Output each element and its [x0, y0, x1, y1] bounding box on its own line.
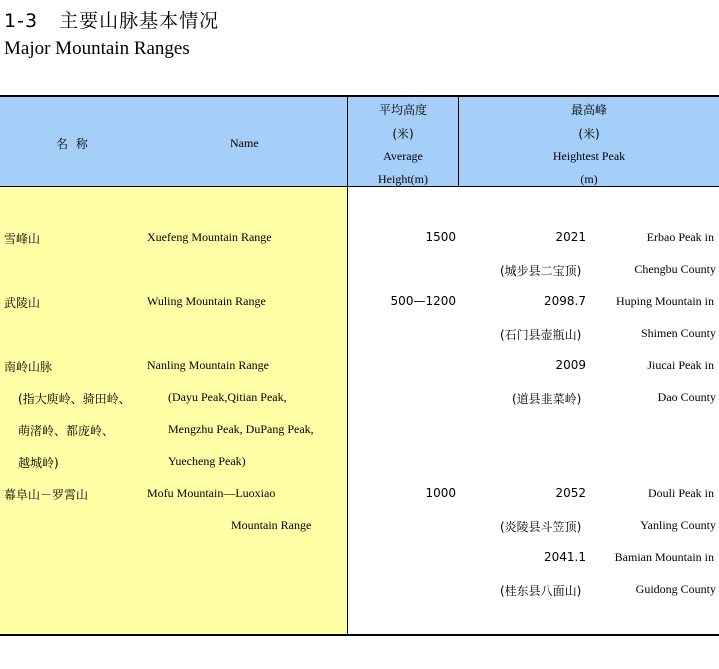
peak-height: 2021 — [555, 230, 586, 244]
peak-name-cn: (石门县壶瓶山) — [500, 328, 582, 342]
header-peak-en: Heightest Peak — [552, 149, 626, 163]
peak-height: 2098.7 — [544, 294, 586, 308]
header-avg-unit-en: Height(m) — [378, 172, 428, 186]
row-name-en: Nanling Mountain Range — [147, 358, 269, 372]
peak-height: 2041.1 — [544, 550, 586, 564]
row-name-en: Mofu Mountain—Luoxiao — [147, 486, 276, 500]
peak-name-cn: (炎陵县斗笠顶) — [500, 520, 582, 534]
row-name-en-sub: (Dayu Peak,Qitian Peak, — [168, 390, 287, 404]
row-name-cn-sub: 萌渚岭、都庞岭、 — [18, 424, 115, 438]
peak-county-en: Guidong County — [635, 582, 716, 596]
header-name-cn: 名 称 — [56, 137, 90, 151]
peak-county-en: Chengbu County — [634, 262, 716, 276]
header-avg-en: Average — [383, 149, 423, 163]
title-cn — [4, 6, 219, 33]
peak-height: 2009 — [555, 358, 586, 372]
row-name-cn: 幕阜山－罗霄山 — [4, 488, 89, 502]
peak-name-en: Douli Peak in — [648, 486, 714, 500]
row-name-en-sub: Mountain Range — [231, 518, 312, 532]
peak-name-cn: (桂东县八面山) — [500, 584, 582, 598]
peak-county-en: Shimen County — [640, 326, 716, 340]
header-peak-cn: 最高峰 — [570, 103, 607, 117]
row-avg: 500—1200 — [390, 294, 456, 308]
title-number: 1-3 — [4, 10, 39, 32]
row-avg: 1500 — [425, 230, 456, 244]
header-avg-unit-cn: (米) — [392, 127, 414, 141]
name-column-highlight — [0, 187, 348, 634]
peak-height: 2052 — [555, 486, 586, 500]
header-peak-unit-cn: (米) — [578, 127, 600, 141]
header-peak-unit-en: (m) — [580, 172, 598, 186]
header-name-en: Name — [230, 136, 259, 150]
row-name-cn-sub: (指大庾岭、骑田岭、 — [18, 392, 131, 406]
peak-name-en: Jiucai Peak in — [647, 358, 714, 372]
row-name-en: Wuling Mountain Range — [147, 294, 266, 308]
peak-name-cn: (城步县二宝顶) — [500, 264, 582, 278]
row-name-cn-sub: 越城岭) — [18, 456, 59, 470]
row-name-en: Xuefeng Mountain Range — [147, 230, 272, 244]
mountain-table — [0, 95, 719, 636]
peak-name-cn: (道县韭菜岭) — [512, 392, 582, 406]
peak-county-en: Dao County — [657, 390, 716, 404]
header-avg-cn: 平均高度 — [378, 103, 427, 117]
table-header — [0, 95, 719, 187]
row-name-cn: 武陵山 — [4, 296, 41, 310]
row-avg: 1000 — [425, 486, 456, 500]
row-name-cn: 雪峰山 — [4, 232, 41, 246]
row-name-cn: 南岭山脉 — [4, 360, 53, 374]
title-en: Major Mountain Ranges — [4, 38, 190, 59]
peak-name-en: Huping Mountain in — [616, 294, 714, 308]
title-text: 主要山脉基本情况 — [59, 10, 220, 32]
peak-name-en: Bamian Mountain in — [614, 550, 714, 564]
peak-county-en: Yanling County — [640, 518, 716, 532]
peak-name-en: Erbao Peak in — [646, 230, 714, 244]
row-name-en-sub: Yuecheng Peak) — [168, 454, 246, 468]
row-name-en-sub: Mengzhu Peak, DuPang Peak, — [168, 422, 314, 436]
